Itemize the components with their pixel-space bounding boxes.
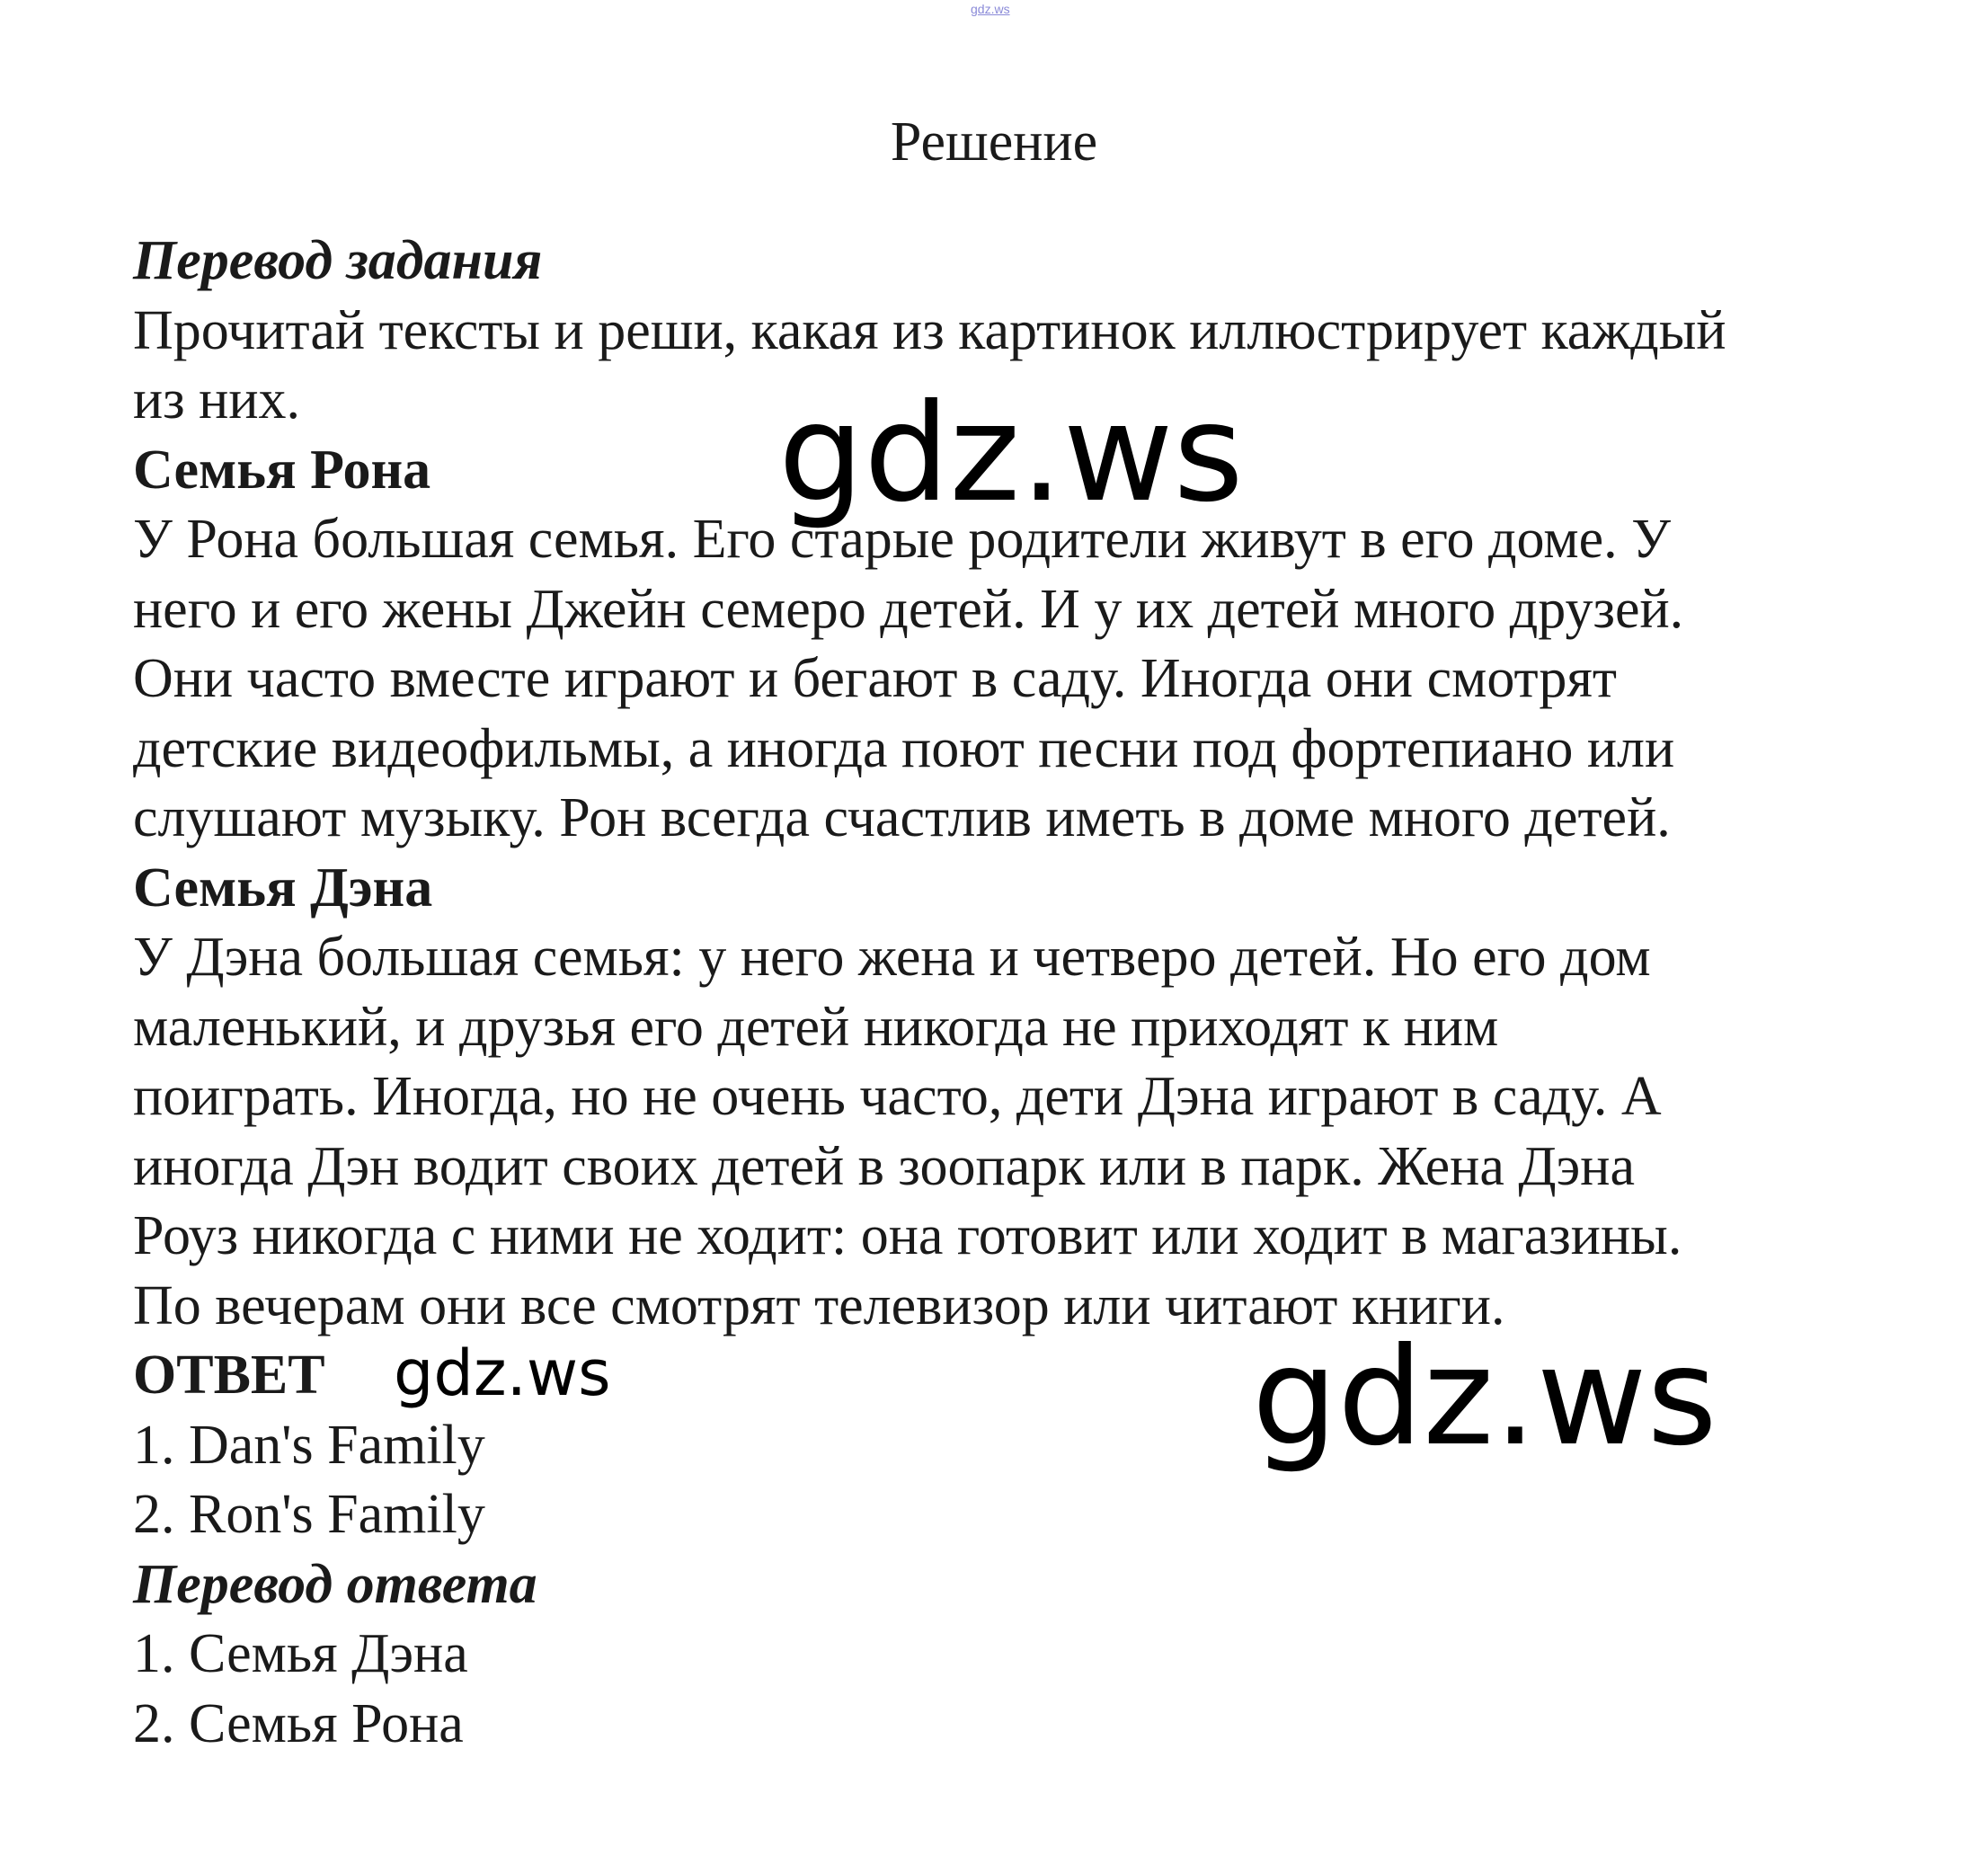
page-title: Решение <box>890 111 1098 173</box>
dan-text-line: поиграть. Иногда, но не очень часто, дети Дэна играют в саду. А <box>133 1066 1662 1127</box>
ron-text-line: Они часто вместе играют и бегают в саду. Иногда они смотрят <box>133 648 1617 709</box>
ron-text-line: него и его жены Джейн семеро детей. И у их детей много друзей. <box>133 578 1684 640</box>
task-heading: Перевод задания <box>133 230 543 291</box>
dan-text-line: Роуз никогда с ними не ходит: она готовит или ходит в магазины. <box>133 1205 1682 1266</box>
watermark-large: gdz.ws <box>1252 1319 1717 1476</box>
dan-text-line: По вечерам они все смотрят телевизор или читают книги. <box>133 1274 1505 1336</box>
dan-text-line: иногда Дэн водит своих детей в зоопарк или в парк. Жена Дэна <box>133 1135 1635 1197</box>
dan-family-heading: Семья Дэна <box>133 857 433 919</box>
watermark-large: gdz.ws <box>778 376 1244 532</box>
ron-text-line: У Рона большая семья. Его старые родители живут в его доме. У <box>133 509 1672 570</box>
task-line: Прочитай тексты и реши, какая из картинок иллюстрирует каждый <box>133 299 1726 361</box>
answer-translation-item: 1. Семья Дэна <box>133 1623 468 1684</box>
watermark-small: gdz.ws <box>394 1336 611 1410</box>
answer-item: 2. Ron's Family <box>133 1484 485 1545</box>
top-watermark-link: gdz.ws <box>971 2 1010 16</box>
dan-text-line: У Дэна большая семья: у него жена и четверо детей. Но его дом <box>133 927 1651 988</box>
answer-translation-item: 2. Семья Рона <box>133 1692 464 1754</box>
ron-text-line: слушают музыку. Рон всегда счастлив иметь в доме много детей. <box>133 787 1671 848</box>
answer-heading: ОТВЕТ <box>133 1345 325 1406</box>
dan-text-line: маленький, и друзья его детей никогда не приходят к ним <box>133 996 1499 1058</box>
ron-family-heading: Семья Рона <box>133 439 431 501</box>
ron-text-line: детские видеофильмы, а иногда поют песни под фортепиано или <box>133 717 1675 779</box>
answer-item: 1. Dan's Family <box>133 1414 485 1476</box>
answer-translation-heading: Перевод ответа <box>133 1553 537 1615</box>
task-line: из них. <box>133 369 301 431</box>
